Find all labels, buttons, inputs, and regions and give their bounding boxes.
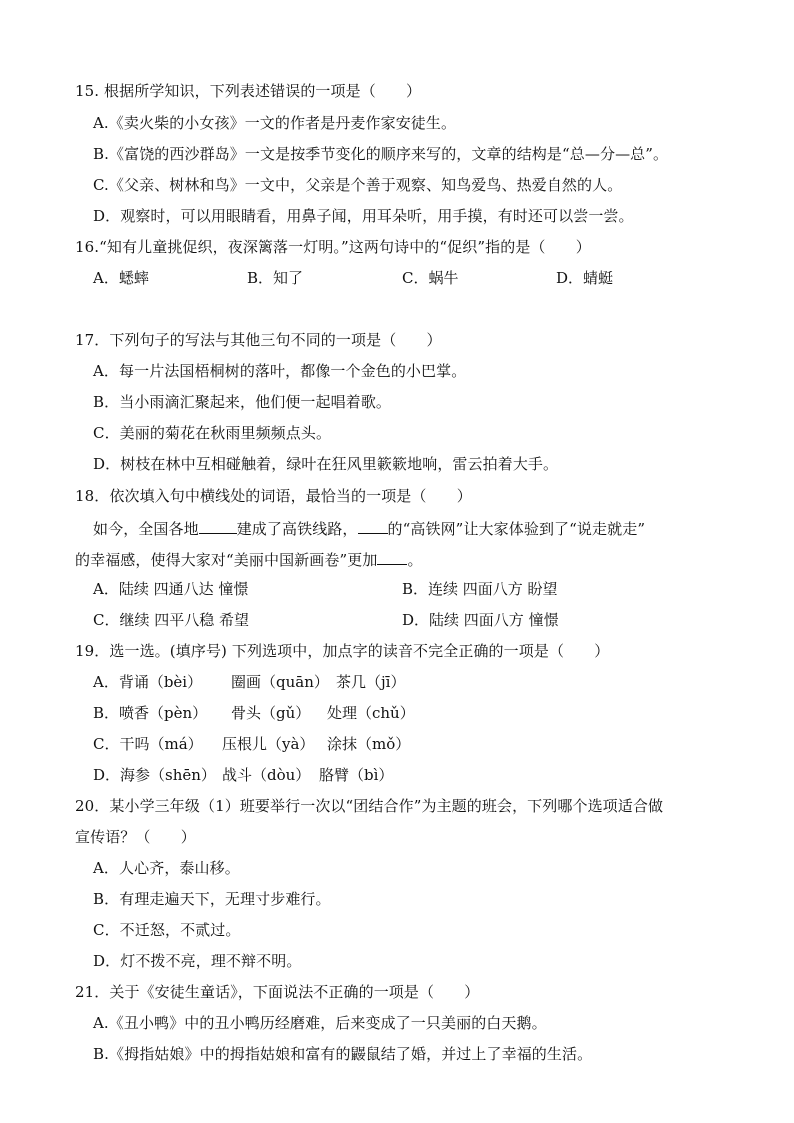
passage-text: 如今，全国各地: [93, 520, 199, 538]
question-16-option-b: B．知了: [247, 269, 304, 287]
question-20-stem-line-2: 宣传语？（ ）: [75, 828, 196, 846]
question-21-option-a: A.《丑小鸭》中的丑小鸭历经磨难，后来变成了一只美丽的白天鹅。: [93, 1014, 547, 1032]
question-17-option-c: C．美丽的菊花在秋雨里频频点头。: [93, 424, 332, 442]
question-21-option-b: B.《拇指姑娘》中的拇指姑娘和富有的鼹鼠结了婚，并过上了幸福的生活。: [93, 1045, 593, 1063]
passage-text: 。: [407, 551, 423, 569]
question-18-passage-line-2: [75, 548, 423, 570]
question-15-stem: 15. 根据所学知识，下列表述错误的一项是（ ）: [75, 82, 422, 100]
question-19-option-b-3: 处理（chǔ）: [327, 704, 415, 722]
question-19-option-c-1: C．干吗（má）: [93, 735, 203, 753]
question-20-option-b: B．有理走遍天下，无理寸步难行。: [93, 890, 331, 908]
question-19-option-a-3: 茶几（jī）: [336, 673, 406, 691]
question-19-option-b-1: B．喷香（pèn）: [93, 704, 208, 722]
question-19-option-d-3: 胳臂（bì）: [319, 766, 394, 784]
question-16-option-c: C．蜗牛: [402, 269, 459, 287]
question-18-option-d: D．陆续 四面八方 憧憬: [402, 611, 559, 629]
question-16-option-d: D．蜻蜓: [556, 269, 614, 287]
question-19-stem: 19．选一选。(填序号) 下列选项中，加点字的读音不完全正确的一项是（ ）: [75, 642, 610, 660]
question-20-option-d: D．灯不拨不亮，理不辩不明。: [93, 952, 302, 970]
question-17-option-d: D．树枝在林中互相碰触着，绿叶在狂风里簌簌地响，雷云拍着大手。: [93, 455, 559, 473]
question-15-option-c: C.《父亲、树林和鸟》一文中，父亲是个善于观察、知鸟爱鸟、热爱自然的人。: [93, 176, 623, 194]
question-21-stem: 21．关于《安徒生童话》，下面说法不正确的一项是（ ）: [75, 983, 480, 1001]
passage-text: 的幸福感，使得大家对“美丽中国新画卷”更加: [75, 551, 378, 569]
fill-blank-2: [358, 517, 388, 534]
passage-text: 的“高铁网”让大家体验到了“说走就走”: [387, 520, 646, 538]
question-18-option-b: B．连续 四面八方 盼望: [402, 580, 558, 598]
question-15-option-b: B.《富饶的西沙群岛》一文是按季节变化的顺序来写的，文章的结构是“总—分—总”。: [93, 145, 669, 163]
question-17-option-a: A．每一片法国梧桐树的落叶，都像一个金色的小巴掌。: [93, 362, 467, 380]
question-17-option-b: B．当小雨滴汇聚起来，他们便一起唱着歌。: [93, 393, 392, 411]
question-19-option-a-2: 圈画（quān）: [231, 673, 329, 691]
question-20-option-a: A．人心齐，泰山移。: [93, 859, 240, 877]
question-19-option-c-3: 涂抹（mǒ）: [327, 735, 411, 753]
question-20-stem-line-1: 20．某小学三年级（1）班要举行一次以“团结合作”为主题的班会，下列哪个选项适合做: [75, 797, 664, 815]
question-19-option-d-1: D．海参（shēn）: [93, 766, 216, 784]
question-19-option-d-2: 战斗（dòu）: [222, 766, 311, 784]
fill-blank-3: [377, 548, 407, 565]
passage-text: 建成了高铁线路，: [236, 520, 358, 538]
question-17-stem: 17．下列句子的写法与其他三句不同的一项是（ ）: [75, 331, 442, 349]
question-15-option-d: D．观察时，可以用眼睛看，用鼻子闻，用耳朵听，用手摸，有时还可以尝一尝。: [93, 207, 634, 225]
question-16-stem: 16.“知有儿童挑促织，夜深篱落一灯明。”这两句诗中的“促织”指的是（ ）: [75, 238, 591, 256]
fill-blank-1: [199, 517, 237, 534]
question-18-passage-line-1: [93, 517, 645, 539]
question-15-option-a: A.《卖火柴的小女孩》一文的作者是丹麦作家安徒生。: [93, 114, 457, 132]
question-18-stem: 18．依次填入句中横线处的词语，最恰当的一项是（ ）: [75, 487, 472, 505]
question-16-option-a: A．蟋蟀: [93, 269, 149, 287]
question-18-option-a: A．陆续 四通八达 憧憬: [93, 580, 249, 598]
question-19-option-b-2: 骨头（gǔ）: [231, 704, 311, 722]
question-19-option-a-1: A．背诵（bèi）: [93, 673, 203, 691]
question-18-option-c: C．继续 四平八稳 希望: [93, 611, 250, 629]
question-19-option-c-2: 压根儿（yà）: [222, 735, 315, 753]
question-20-option-c: C．不迁怒，不贰过。: [93, 921, 241, 939]
